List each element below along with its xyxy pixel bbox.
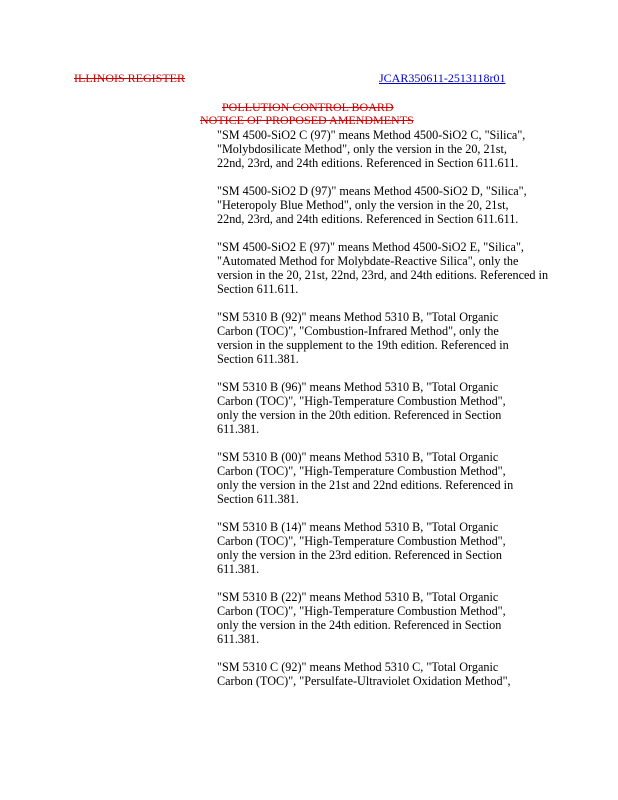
entry-line: Carbon (TOC)", "High-Temperature Combustion Method", [217,534,506,548]
definition-entry-5310b-22 [217,590,562,646]
entry-line: "SM 4500-SiO2 E (97)" means Method 4500-SiO2 E, "Silica", [217,240,524,254]
entry-line: "Molybdosilicate Method", only the version in the 20, 21st, [217,142,507,156]
notice-title: NOTICE OF PROPOSED AMENDMENTS [200,113,414,127]
jcar-prefix: JCAR350611- [379,71,448,85]
entry-line: 611.381. [217,562,260,576]
definition-entry-5310b-96 [217,380,562,436]
register-header: ILLINOIS REGISTER [74,71,185,85]
entry-line: version in the 20, 21st, 22nd, 23rd, and 24th editions. Referenced in [217,268,549,282]
entry-line: Section 611.611. [217,282,299,296]
entry-line: Carbon (TOC)", "High-Temperature Combustion Method", [217,394,506,408]
entry-line: only the version in the 21st and 22nd editions. Referenced in [217,478,514,492]
definition-entry-5310c-92 [217,660,562,688]
entry-line: only the version in the 24th edition. Referenced in Section [217,618,502,632]
entry-line: Section 611.381. [217,492,299,506]
definition-entry-5310b-92 [217,310,562,366]
entry-line: Carbon (TOC)", "Persulfate-Ultraviolet Oxidation Method", [217,674,511,688]
entry-line: 611.381. [217,422,260,436]
definition-entry-sio2-e [217,240,562,296]
definition-entry-sio2-c [217,128,562,170]
entry-line: "SM 5310 B (22)" means Method 5310 B, "Total Organic [217,590,499,604]
jcar-id: 2513118 [447,71,490,85]
entry-line: 611.381. [217,632,260,646]
entry-line: "SM 5310 C (92)" means Method 5310 C, "Total Organic [217,660,499,674]
entry-line: "SM 5310 B (96)" means Method 5310 B, "Total Organic [217,380,499,394]
entry-line: 22nd, 23rd, and 24th editions. Referenced in Section 611.611. [217,212,519,226]
entry-line: version in the supplement to the 19th edition. Referenced in [217,338,509,352]
entry-line: "SM 5310 B (00)" means Method 5310 B, "Total Organic [217,450,499,464]
entry-line: Carbon (TOC)", "Combustion-Infrared Method", only the [217,324,499,338]
entry-line: "SM 4500-SiO2 C (97)" means Method 4500-SiO2 C, "Silica", [217,128,526,142]
entry-line: Carbon (TOC)", "High-Temperature Combustion Method", [217,464,506,478]
entry-line: "SM 5310 B (92)" means Method 5310 B, "Total Organic [217,310,499,324]
jcar-identifier [379,71,505,86]
board-title: POLLUTION CONTROL BOARD [222,100,394,114]
definition-entry-5310b-00 [217,450,562,506]
entry-line: 22nd, 23rd, and 24th editions. Referenced in Section 611.611. [217,156,519,170]
definitions-list [217,128,562,702]
entry-line: only the version in the 23rd edition. Referenced in Section [217,548,502,562]
definition-entry-sio2-d [217,184,562,226]
entry-line: only the version in the 20th edition. Referenced in Section [217,408,502,422]
entry-line: "SM 4500-SiO2 D (97)" means Method 4500-SiO2 D, "Silica", [217,184,527,198]
entry-line: "Automated Method for Molybdate-Reactive Silica", only the [217,254,519,268]
jcar-suffix: r01 [489,71,506,85]
entry-line: Section 611.381. [217,352,299,366]
entry-line: Carbon (TOC)", "High-Temperature Combustion Method", [217,604,506,618]
entry-line: "SM 5310 B (14)" means Method 5310 B, "Total Organic [217,520,499,534]
entry-line: "Heteropoly Blue Method", only the version in the 20, 21st, [217,198,509,212]
definition-entry-5310b-14 [217,520,562,576]
